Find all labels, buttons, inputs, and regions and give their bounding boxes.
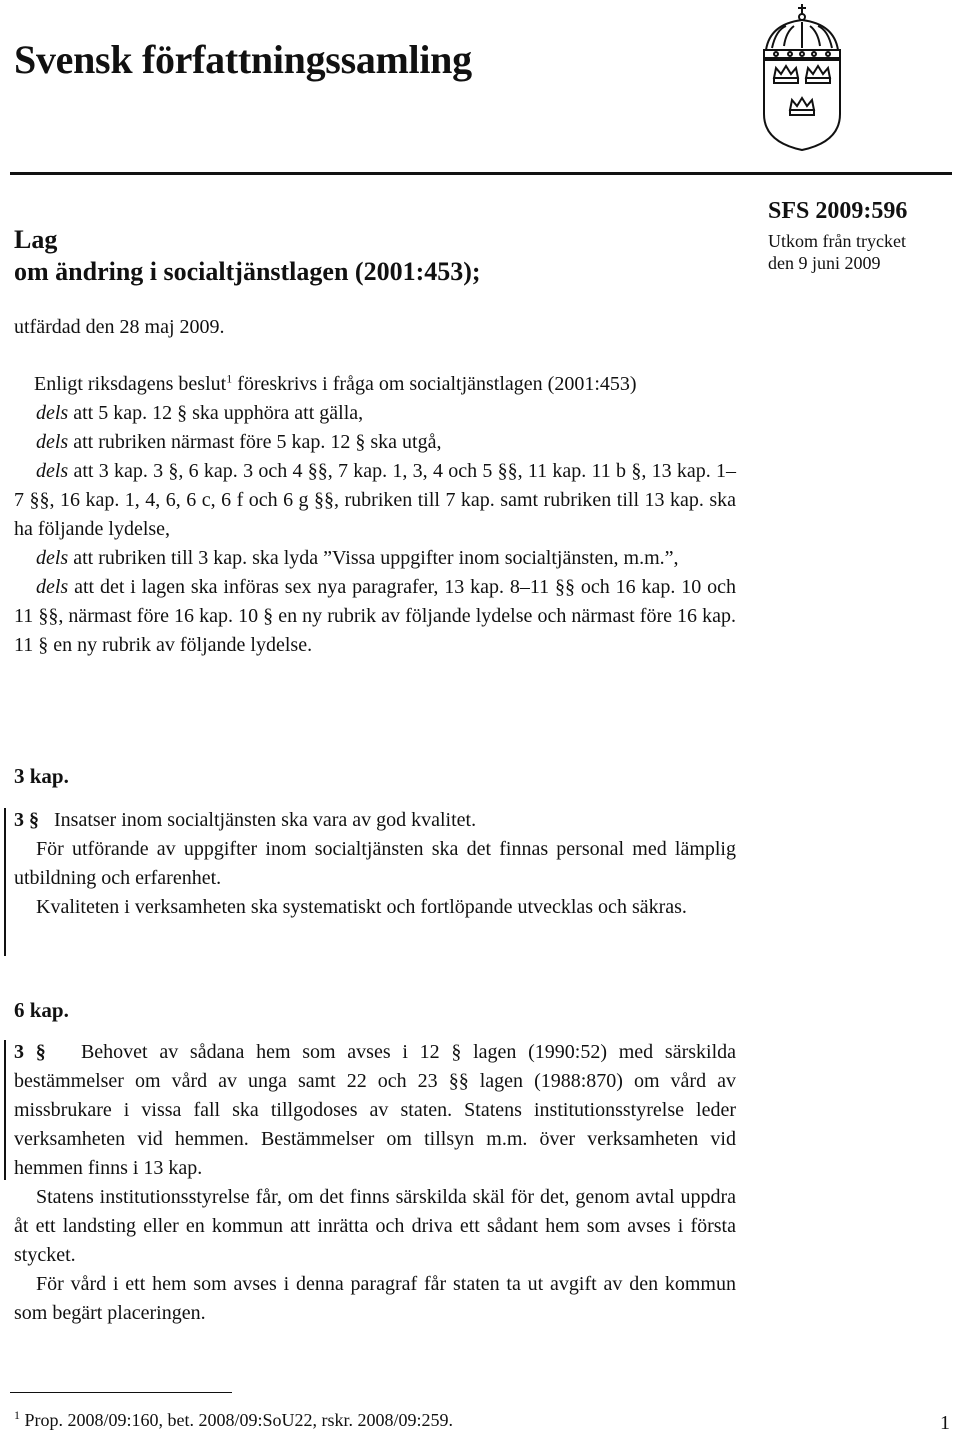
sfs-block <box>768 196 907 274</box>
section-text: Kvaliteten i verksamheten ska systematiskt och fortlöpande utvecklas och säkras. <box>36 896 687 918</box>
dels-item <box>14 573 736 660</box>
section-paragraph <box>14 1038 736 1183</box>
dels-item <box>14 399 736 428</box>
section-number: 3 § <box>14 1041 46 1063</box>
section-text: För vård i ett hem som avses i denna paragraf får staten ta ut avgift av den kommun som begärt placeringen. <box>14 1273 736 1324</box>
section-paragraph <box>14 893 736 922</box>
section-paragraph <box>14 835 736 893</box>
dels-text: att det i lagen ska införas sex nya paragrafer, 13 kap. 8–11 §§ och 16 kap. 10 och 11 §§, närmast före 16 kap. 10 § en ny rubrik av följande lydelse och närmast före 16 kap. 11 § en ny rubrik av följande lydelse. <box>14 576 736 656</box>
sfs-publication-note <box>768 230 907 274</box>
sfs-note-line1: Utkom från trycket <box>768 231 906 251</box>
preamble-intro-end: föreskrivs i fråga om socialtjänstlagen (2001:453) <box>232 373 637 395</box>
dels-item <box>14 457 736 544</box>
dels-item <box>14 428 736 457</box>
swedish-royal-crest-icon <box>756 2 848 152</box>
section-paragraph <box>14 1183 736 1270</box>
section-number: 3 § <box>14 809 39 831</box>
issued-date: utfärdad den 28 maj 2009. <box>14 316 225 338</box>
dels-label: dels <box>36 576 69 598</box>
footnote-rule <box>10 1392 232 1393</box>
change-bar <box>4 808 6 956</box>
dels-label: dels <box>36 402 69 424</box>
section-paragraph <box>14 1270 736 1328</box>
footnote-marker: 1 <box>14 1408 20 1422</box>
publication-title: Svensk författningssamling <box>14 37 472 82</box>
preamble-intro-start: Enligt riksdagens beslut <box>34 373 227 395</box>
section-paragraph <box>14 806 736 835</box>
dels-label: dels <box>36 460 69 482</box>
law-heading-title: om ändring i socialtjänstlagen (2001:453); <box>14 257 481 286</box>
sfs-note-line2: den 9 juni 2009 <box>768 253 881 273</box>
preamble-intro <box>14 370 736 399</box>
preamble <box>14 370 736 660</box>
chapter-6-body <box>14 1038 736 1328</box>
dels-label: dels <box>36 547 69 569</box>
footnote-text: Prop. 2008/09:160, bet. 2008/09:SoU22, rskr. 2008/09:259. <box>20 1410 454 1430</box>
header-rule <box>10 172 952 175</box>
footnote <box>14 1410 453 1431</box>
dels-text: att 3 kap. 3 §, 6 kap. 3 och 4 §§, 7 kap. 1, 3, 4 och 5 §§, 11 kap. 11 b §, 13 kap. 1–7 §§, 16 kap. 1, 4, 6, 6 c, 6 f och 6 g §§, rubriken till 7 kap. samt rubriken till 13 kap. ska ha följande lydelse, <box>14 460 736 540</box>
change-bar <box>4 1040 6 1180</box>
dels-text: att 5 kap. 12 § ska upphöra att gälla, <box>68 402 364 424</box>
section-text: Statens institutionsstyrelse får, om det finns särskilda skäl för det, genom avtal uppdra åt ett landsting eller en kommun att inrätta och driva ett sådant hem som avses i första stycket. <box>14 1186 736 1266</box>
law-heading <box>14 224 481 288</box>
sfs-number: SFS 2009:596 <box>768 198 908 224</box>
footnote-ref: 1 <box>226 371 233 386</box>
dels-text: att rubriken till 3 kap. ska lyda ”Vissa uppgifter inom socialtjänsten, m.m.”, <box>68 547 679 569</box>
chapter-6-heading: 6 kap. <box>14 998 69 1022</box>
chapter-3-heading: 3 kap. <box>14 764 69 788</box>
chapter-3-body <box>14 806 736 922</box>
dels-label: dels <box>36 431 69 453</box>
section-text: Insatser inom socialtjänsten ska vara av god kvalitet. <box>54 809 477 831</box>
section-text: Behovet av sådana hem som avses i 12 § lagen (1990:52) med särskilda bestämmelser om vård av unga samt 22 och 23 §§ lagen (1988:870) om vård av missbrukare i vissa fall ska tillgodoses av staten. Statens institutionsstyrelse leder verksamheten vid hemmen. Bestämmelser om tillsyn m.m. över verksamheten vid hemmen finns i 13 kap. <box>14 1041 737 1179</box>
section-text: För utförande av uppgifter inom socialtjänsten ska det finnas personal med lämplig utbildning och erfarenhet. <box>14 838 736 889</box>
law-heading-type: Lag <box>14 225 58 254</box>
dels-item <box>14 544 736 573</box>
dels-text: att rubriken närmast före 5 kap. 12 § ska utgå, <box>68 431 442 453</box>
page-number: 1 <box>940 1412 950 1434</box>
